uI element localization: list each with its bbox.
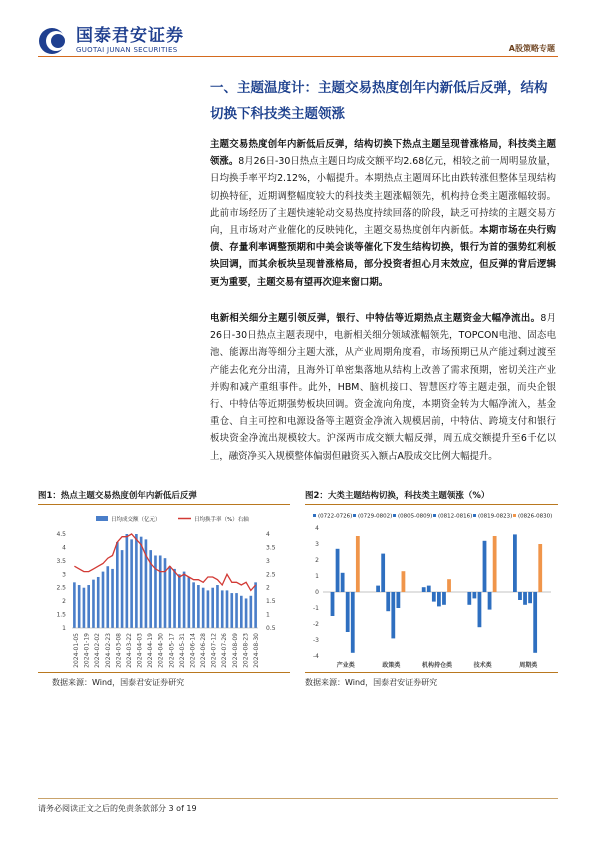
category-bar <box>381 554 385 592</box>
turnover-bar <box>87 585 90 628</box>
x-tick-label: 2024-07-12 <box>210 633 218 668</box>
category-bar <box>493 536 497 592</box>
turnover-bar <box>245 598 248 628</box>
turnover-bar <box>121 550 124 628</box>
turnover-bar <box>178 574 181 628</box>
category-label: 政策类 <box>382 662 401 669</box>
category-bar <box>376 586 380 592</box>
category-bar <box>467 592 471 605</box>
x-tick-label: 2024-06-28 <box>200 633 208 668</box>
turnover-bar <box>154 555 157 628</box>
category-bar <box>523 592 527 605</box>
turnover-bar <box>197 585 200 628</box>
turnover-bar <box>202 588 205 628</box>
category-bar <box>442 592 446 605</box>
logo-text-en: GUOTAI JUNAN SECURITIES <box>76 46 178 54</box>
legend-bar-label: 日均成交额（亿元） <box>111 517 161 523</box>
figure-2-top-rule <box>305 504 558 505</box>
y-left-tick-label: 2 <box>62 598 66 606</box>
y-tick-label: 4 <box>315 525 319 532</box>
y-left-tick-label: 1 <box>62 625 66 632</box>
paragraph-2-body: 8月26日-30日热点主题表现中，电新相关细分领域涨幅领先，TOPCON电池、固态电池、能源出海等细分主题大涨，从产业周期角度看，市场预期已从产能过剩过渡至产能去化充分出清，且海外订单密集落地从结构上改善了需求预期，密切关注产业并购和减产重组事件。此外，HBM、脑机接口、智慧医疗等主题走强，而央企银行、中特估等近期强势板块回调。资金流向角度，本期资金转为大幅净流入，基金重仓、自主可控和电源设备等主题资金净流入规模居前，中特估、跨境支付和银行板块资金净流出规模较大。沪深两市成交额大幅反弹，周五成交额提升至6千亿以上，融资净买入规模整体偏弱但融资买入额占A股成交比例大幅提升。 <box>210 313 556 462</box>
y-tick-label: -1 <box>313 605 319 612</box>
turnover-bar <box>235 593 238 628</box>
legend-swatch-1 <box>353 514 356 517</box>
turnover-bar <box>159 555 162 628</box>
legend-label-5: (0826-0830) <box>518 513 553 520</box>
legend-label-1: (0729-0802) <box>358 513 393 520</box>
footer-divider <box>38 798 558 799</box>
category-bar <box>391 592 395 638</box>
turnover-bar <box>164 558 167 628</box>
category-bar <box>472 592 476 598</box>
category-label: 周期类 <box>519 662 538 669</box>
x-tick-label: 2024-05-17 <box>168 633 176 668</box>
x-tick-label: 2024-08-30 <box>253 633 260 668</box>
y-right-tick-label: 2.5 <box>266 571 276 579</box>
turnover-bar <box>226 590 229 628</box>
page-footer: 请务必阅读正文之后的免责条款部分 3 of 19 <box>38 804 197 813</box>
figure-1-title: 图1：热点主题交易热度创年内新低后反弹 <box>38 491 197 501</box>
y-right-tick-label: 1 <box>266 611 270 619</box>
legend-label-2: (0805-0809) <box>398 513 433 520</box>
x-tick-label: 2024-02-23 <box>104 633 112 668</box>
legend-swatch-3 <box>433 514 436 517</box>
y-tick-label: -2 <box>313 621 319 628</box>
legend-line-label: 日均换手率（%）右轴 <box>194 517 249 523</box>
x-tick-label: 2024-08-23 <box>242 633 250 668</box>
paragraph-2-lead: 电新相关细分主题引领反弹，银行、中特估等近期热点主题资金大幅净流出。 <box>210 313 541 324</box>
turnover-bar <box>83 588 86 628</box>
category-bar <box>432 592 436 602</box>
y-tick-label: 3 <box>315 541 319 548</box>
y-right-tick-label: 3 <box>266 557 270 565</box>
figure-2-source: 数据来源：Wind，国泰君安证券研究 <box>305 678 438 687</box>
y-left-tick-label: 4 <box>62 544 66 552</box>
turnover-bar <box>211 588 214 628</box>
y-right-tick-label: 0.5 <box>266 625 276 632</box>
category-bar <box>331 592 335 616</box>
category-bar <box>422 587 426 592</box>
figure-1-source: 数据来源：Wind，国泰君安证券研究 <box>52 678 185 687</box>
y-tick-label: 0 <box>315 589 319 596</box>
figure-2-svg <box>305 508 558 670</box>
legend-swatch-2 <box>393 514 396 517</box>
x-tick-label: 2024-05-31 <box>178 633 186 668</box>
turnover-bar <box>130 539 133 628</box>
x-tick-label: 2024-04-30 <box>157 633 165 668</box>
turnover-bar <box>240 596 243 628</box>
y-right-tick-label: 2 <box>266 584 270 592</box>
x-tick-label: 2024-02-02 <box>94 633 102 668</box>
category-bar <box>396 592 400 608</box>
turnover-bar <box>97 577 100 628</box>
paragraph-1-body: 8月26日-30日热点主题日均成交额平均2.68亿元，相较之前一周明显放量，日均换手率平均2.12%，小幅提升。本期热点主题周环比由跌转涨但整体呈现结构切换特征，近期调整幅度较大的科技类主题涨幅领先，机构持仓类主题涨幅较弱。此前市场经历了主题快速轮动交易热度持续回落的阶段，缺乏可持续的主题交易方向，且市场对产业催化的反映钝化，主题交易热度创年内新低。 <box>210 156 556 237</box>
figure-2-title: 图2：大类主题结构切换，科技类主题领涨（%） <box>305 491 490 501</box>
figure-1-bottom-rule <box>38 672 290 673</box>
turnover-bar <box>221 590 224 628</box>
report-type-tag: A股策略专题 <box>508 44 555 53</box>
category-bar <box>488 592 492 610</box>
x-tick-label: 2024-01-19 <box>83 633 91 668</box>
category-label: 技术类 <box>473 662 492 669</box>
y-right-tick-label: 3.5 <box>266 544 276 552</box>
y-left-tick-label: 3.5 <box>56 557 66 565</box>
turnover-bar <box>73 582 76 628</box>
legend-label-0: (0722-0726) <box>318 513 353 520</box>
turnover-bar <box>92 580 95 628</box>
x-tick-label: 2024-08-09 <box>231 633 239 668</box>
turnover-bar <box>207 590 210 628</box>
y-tick-label: 2 <box>315 557 319 564</box>
turnover-bar <box>78 585 81 628</box>
paragraph-2 <box>210 310 556 465</box>
turnover-bar <box>116 542 119 628</box>
category-bar <box>528 592 532 603</box>
x-tick-label: 2024-03-22 <box>125 633 133 668</box>
paragraph-1-tail: 本期市场在央行购债、存量利率调整预期和中美会谈等催化下发生结构切换，银行为首的强势红利板块回调，而其余板块呈现普涨格局，部分投资者担心月末效应，但反弹的背后逻辑更为重要，主题交易有望再次迎来窗口期。 <box>210 225 556 288</box>
category-bar <box>437 592 441 606</box>
x-tick-label: 2024-04-19 <box>147 633 155 668</box>
category-bar <box>483 541 487 592</box>
y-right-tick-label: 1.5 <box>266 598 276 606</box>
legend-swatch-4 <box>473 514 476 517</box>
category-bar <box>538 544 542 592</box>
y-left-tick-label: 3 <box>62 571 66 579</box>
turnover-bar <box>102 572 105 628</box>
y-tick-label: 1 <box>315 573 319 580</box>
category-bar <box>346 592 350 632</box>
legend-label-4: (0819-0823) <box>478 513 513 520</box>
turnover-bar <box>250 596 253 628</box>
category-bar <box>478 592 482 627</box>
paragraph-1-lead: 主题交易热度创年内新低后反弹，结构切换下热点主题呈现普涨格局，科技类主题领涨。 <box>210 139 556 168</box>
legend-label-3: (0812-0816) <box>438 513 473 520</box>
turnover-bar <box>188 577 191 628</box>
figure-1-svg <box>38 508 290 670</box>
turnover-bar <box>192 582 195 628</box>
y-left-tick-label: 4.5 <box>56 531 66 538</box>
figure-1-top-rule <box>38 504 290 505</box>
turnover-bar <box>254 582 257 628</box>
legend-swatch-0 <box>313 514 316 517</box>
page-header <box>0 0 595 62</box>
category-bar <box>447 579 451 592</box>
turnover-bar <box>216 585 219 628</box>
category-label: 机构持仓类 <box>421 662 453 669</box>
category-bar <box>336 549 340 592</box>
category-bar <box>427 586 431 592</box>
figure-2-chart <box>305 508 558 670</box>
turnover-bar <box>183 572 186 628</box>
x-tick-label: 2024-06-14 <box>189 633 197 668</box>
section-title: 一、主题温度计：主题交易热度创年内新低后反弹，结构切换下科技类主题领涨 <box>210 80 548 122</box>
turnover-bar <box>173 569 176 628</box>
x-tick-label: 2024-07-26 <box>221 633 229 668</box>
turnover-bar <box>230 593 233 628</box>
figure-2-bottom-rule <box>305 672 558 673</box>
category-bar <box>518 592 522 600</box>
x-tick-label: 2024-01-05 <box>73 633 80 668</box>
category-bar <box>533 592 537 653</box>
category-bar <box>356 536 360 592</box>
legend-bar-swatch <box>96 516 108 521</box>
category-bar <box>351 592 355 653</box>
turnover-bar <box>168 566 171 628</box>
y-right-tick-label: 4 <box>266 531 270 538</box>
logo-mark-icon <box>38 26 70 56</box>
y-left-tick-label: 1.5 <box>56 611 66 619</box>
legend-swatch-5 <box>513 514 516 517</box>
header-divider <box>38 56 558 57</box>
brand-logo <box>38 26 184 56</box>
category-bar <box>341 573 345 592</box>
y-left-tick-label: 2.5 <box>56 584 66 592</box>
category-bar <box>513 534 517 592</box>
turnover-bar <box>111 569 114 628</box>
figure-1-chart <box>38 508 290 670</box>
category-bar <box>402 571 406 592</box>
category-label: 产业类 <box>336 662 355 669</box>
y-tick-label: -3 <box>313 637 319 644</box>
turnover-bar <box>140 537 143 628</box>
paragraph-1 <box>210 136 556 291</box>
turnover-bar <box>106 566 109 628</box>
x-tick-label: 2024-04-03 <box>136 633 144 668</box>
turnover-bar <box>126 534 129 628</box>
logo-text-cn: 国泰君安证券 <box>76 26 184 46</box>
y-tick-label: -4 <box>313 653 319 660</box>
x-tick-label: 2024-03-08 <box>115 633 123 668</box>
turnover-bar <box>135 534 138 628</box>
category-bar <box>386 592 390 611</box>
